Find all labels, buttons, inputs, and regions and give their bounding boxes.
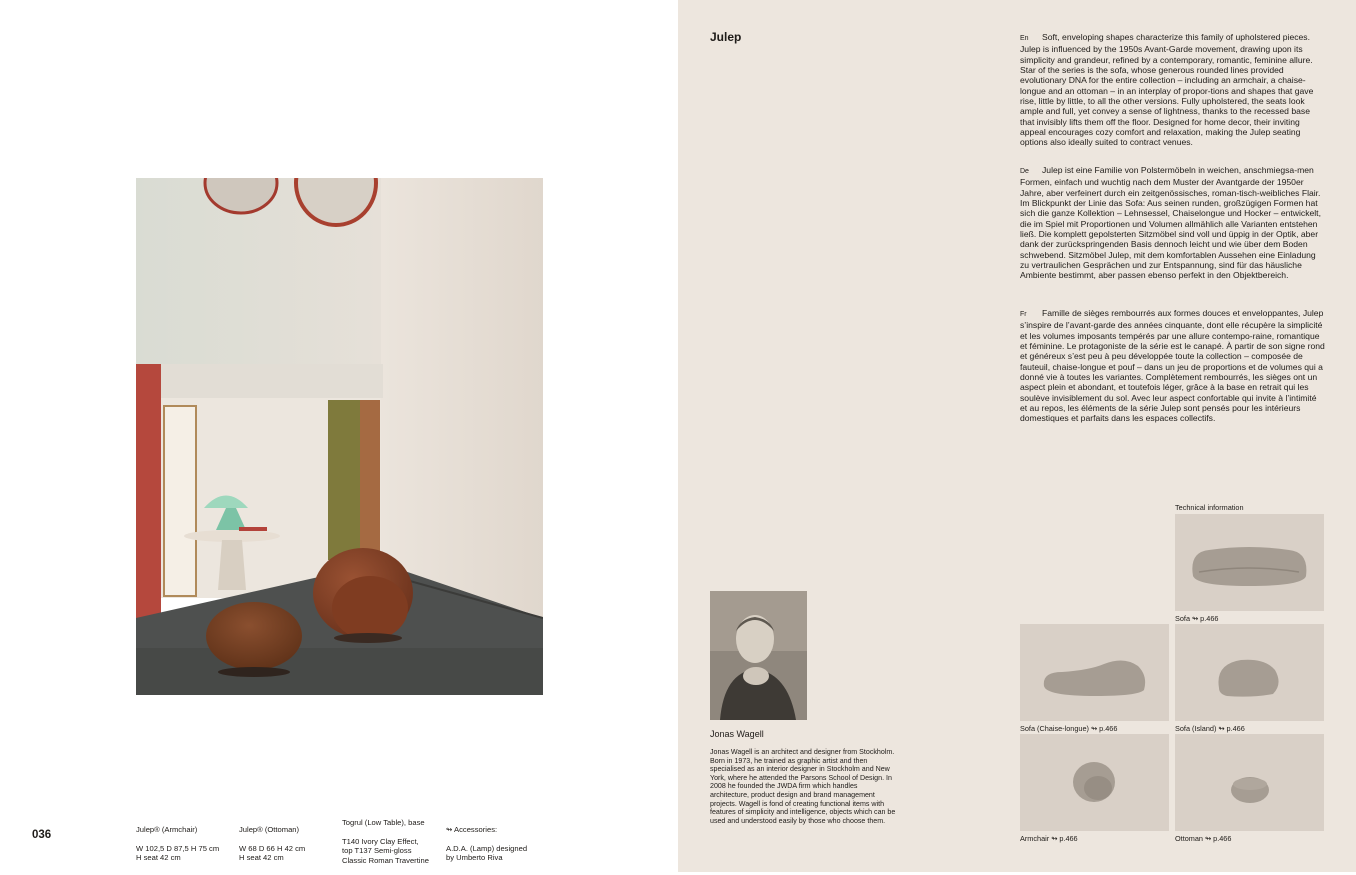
caption-details: W 102,5 D 87,5 H 75 cm H seat 42 cm xyxy=(136,843,220,863)
language-tag: De xyxy=(1020,168,1029,175)
description-text: Soft, enveloping shapes characterize this family of upholstered pieces. Julep is influenced by the 1950s Avant-Garde movement, drawing upon its simplicity and grandeur, refined by a contemporary, romantic, feminine allure. Star of the series is the sofa, whose generous rounded lines provided evolutionary DNA for the entire collection – including an armchair, a chaise-longue and an ottoman – in an interplay of propor-tions and shapes that gave rise, little by little, to all the other versions. Fully upholstered, the seats look ample and full, yet convey a sense of lightness, thanks to the recessed base that invisibly lifts them off the floor. Designed for home decor, their inviting appeal encourages cozy comfort and relaxation, making the Julep seating options also ideally suited to contract venues. xyxy=(1020,32,1314,148)
caption-ottoman xyxy=(239,815,305,873)
caption-table xyxy=(342,808,429,875)
thumb-label-chaise-longue: Sofa (Chaise-longue) ↬ p.466 xyxy=(1020,724,1118,733)
description-en xyxy=(1020,32,1326,148)
thumb-label-armchair: Armchair ↬ p.466 xyxy=(1020,834,1078,843)
caption-name: Togrul (Low Table), base xyxy=(342,817,425,827)
designer-name: Jonas Wagell xyxy=(710,729,764,739)
caption-armchair xyxy=(136,815,219,873)
page-number: 036 xyxy=(32,829,52,841)
caption-accessories xyxy=(446,815,527,873)
right-page xyxy=(678,0,1356,872)
thumb-label-island: Sofa (Island) ↬ p.466 xyxy=(1175,724,1245,733)
thumb-armchair[interactable] xyxy=(1020,734,1169,831)
thumb-label-ottoman: Ottoman ↬ p.466 xyxy=(1175,834,1232,843)
caption-name: Julep® (Armchair) xyxy=(136,824,198,834)
caption-details: A.D.A. (Lamp) designed by Umberto Riva xyxy=(446,843,528,863)
description-text: Julep ist eine Familie von Polstermöbeln in weichen, anschmiegsa-men Formen, einfach und wuchtig nach dem Muster der Avantgarde der 1950er Jahre, aber verfeinert durch ein zeitgenössisches, roman-tisch-weibliches Flair. Im Blickpunkt der Linie das Sofa: Aus seinen runden, großzügigen Formen hat sich die ganze Kollektion – Lehnsessel, Chaiselongue und Hocker – entwickelt, die im Spiel mit Proportionen und Volumen allmählich alle Varianten entstehen ließ. Die komplett gepolsterten Sitzmöbel sind voll und üppig in der Optik, aber dank der zurückspringenden Basis dennoch leicht und wie über dem Boden schwebend. Sitzmöbel Julep, mit dem komfortablen Aussehen eine Einladung zu vertraulichen Gesprächen und zur Entspannung, sind für das häusliche Ambiente bestimmt, aber passen ebenso perfekt in den Objektbereich. xyxy=(1020,165,1321,281)
caption-details: T140 Ivory Clay Effect, top T137 Semi-gloss Classic Roman Travertine xyxy=(342,836,429,865)
description-fr xyxy=(1020,308,1326,424)
designer-bio: Jonas Wagell is an architect and designer from Stockholm. Born in 1973, he trained as graphic artist and then specialised as an interior designer in Stockholm and New York, where he attended the Parsons School of Design. In 2008 he founded the JWDA firm which handles architecture, product design and brand management projects. Wagell is fond of creating functional items with features of simplicity and intelligence, objects which can be used and understood easily by those who choose them. xyxy=(710,748,896,825)
language-tag: En xyxy=(1020,35,1029,42)
caption-name: Julep® (Ottoman) xyxy=(239,824,300,834)
caption-name: ↬ Accessories: xyxy=(446,824,498,834)
thumb-island[interactable] xyxy=(1175,624,1324,721)
description-text: Famille de sièges rembourrés aux formes douces et enveloppantes, Julep s’inspire de l’avant-garde des années cinquante, dont elle récupère la simplicité et les volumes imposants tempérés par une allure contempo-raine, romantique et féminine. Le protagoniste de la série est le canapé. À partir de son signe rond et généreux s’est peu à peu développée toute la collection – composée de fauteuil, chaise-longue et pouf – dans un jeu de proportions et de volumes qui a donné vie à toutes les variantes. Complètement rembourrés, les sièges ont un aspect plein et abondant, et toutefois léger, grâce à la base en retrait qui les soulève invisiblement du sol. Avec leur aspect confortable qui invite à l’intimité et au repos, les éléments de la série Julep sont pensés pour les intérieurs domestiques et parfaits dans les espaces collectifs. xyxy=(1020,308,1325,424)
interior-photo xyxy=(136,178,543,695)
page-title: Julep xyxy=(710,30,742,44)
thumb-chaise-longue[interactable] xyxy=(1020,624,1169,721)
thumb-ottoman[interactable] xyxy=(1175,734,1324,831)
technical-info-title: Technical information xyxy=(1175,503,1244,512)
left-page xyxy=(0,0,678,872)
language-tag: Fr xyxy=(1020,311,1027,318)
designer-portrait xyxy=(710,591,807,720)
description-de xyxy=(1020,165,1326,281)
thumb-sofa[interactable] xyxy=(1175,514,1324,611)
thumb-label-sofa: Sofa ↬ p.466 xyxy=(1175,614,1219,623)
caption-details: W 68 D 66 H 42 cm H seat 42 cm xyxy=(239,843,306,863)
